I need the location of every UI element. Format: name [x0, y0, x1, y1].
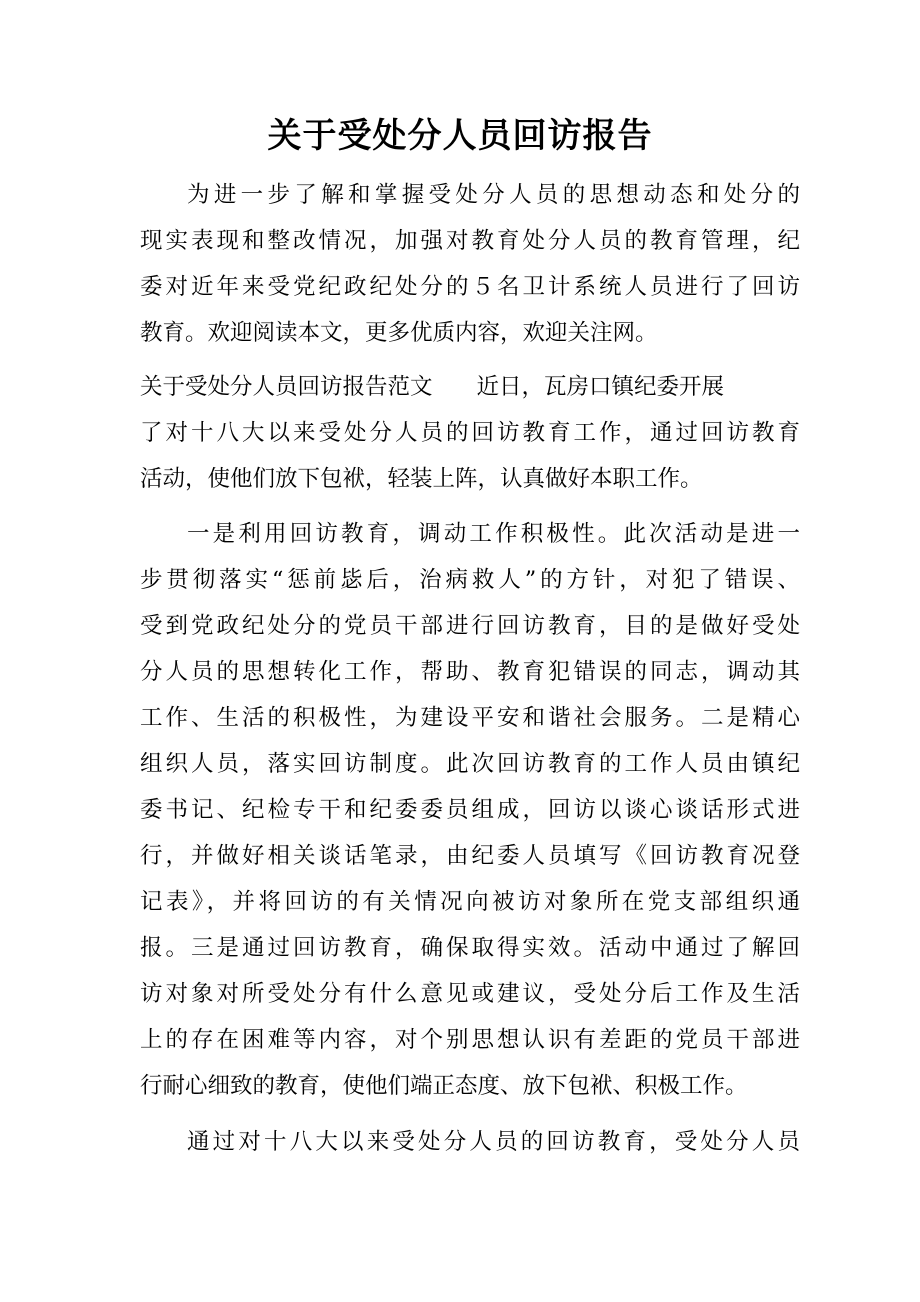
- paragraph-line: 组织人员，落实回访制度。此次回访教育的工作人员由镇纪: [140, 751, 800, 777]
- paragraph-line: 报。三是通过回访教育，确保取得实效。活动中通过了解回: [140, 935, 800, 961]
- paragraph-line: 委对近年来受党纪政纪处分的５名卫计系统人员进行了回访: [140, 274, 800, 300]
- paragraph-line: 现实表现和整改情况，加强对教育处分人员的教育管理，纪: [140, 228, 800, 254]
- paragraph-line: 活动，使他们放下包袱，轻装上阵，认真做好本职工作。: [140, 466, 703, 492]
- paragraph-line: 记表》，并将回访的有关情况向被访对象所在党支部组织通: [140, 889, 800, 915]
- paragraph-line: 步贯彻落实“惩前毖后，治病救人”的方针，对犯了错误、: [140, 567, 800, 593]
- paragraph-line: 受到党政纪处分的党员干部进行回访教育，目的是做好受处: [140, 613, 800, 639]
- paragraph-line: 上的存在困难等内容，对个别思想认识有差距的党员干部进: [140, 1027, 800, 1053]
- paragraph-line: 一是利用回访教育，调动工作积极性。此次活动是进一: [187, 521, 800, 547]
- paragraph-line: [140, 370, 800, 404]
- paragraph-line: 行耐心细致的教育，使他们端正态度、放下包袱、积极工作。: [140, 1073, 748, 1099]
- document-title: 关于受处分人员回访报告: [267, 116, 653, 156]
- paragraph-line: 行，并做好相关谈话笔录，由纪委人员填写《回访教育况登: [140, 843, 800, 869]
- paragraph-line: 委书记、纪检专干和纪委委员组成，回访以谈心谈话形式进: [140, 797, 800, 823]
- paragraph-line: 通过对十八大以来受处分人员的回访教育，受处分人员: [187, 1129, 800, 1155]
- section-heading: 关于受处分人员回访报告范文: [140, 374, 433, 400]
- paragraph-line: 教育。欢迎阅读本文，更多优质内容，欢迎关注网。: [140, 320, 658, 346]
- paragraph-line: 访对象对所受处分有什么意见或建议，受处分后工作及生活: [140, 981, 800, 1007]
- paragraph-line: 为进一步了解和掌握受处分人员的思想动态和处分的: [187, 182, 800, 208]
- section-text: 近日，瓦房口镇纪委开展: [476, 374, 725, 400]
- paragraph-line: 了对十八大以来受处分人员的回访教育工作，通过回访教育: [140, 420, 800, 446]
- paragraph-line: 分人员的思想转化工作，帮助、教育犯错误的同志，调动其: [140, 659, 800, 685]
- paragraph-line: 工作、生活的积极性，为建设平安和谐社会服务。二是精心: [140, 705, 800, 731]
